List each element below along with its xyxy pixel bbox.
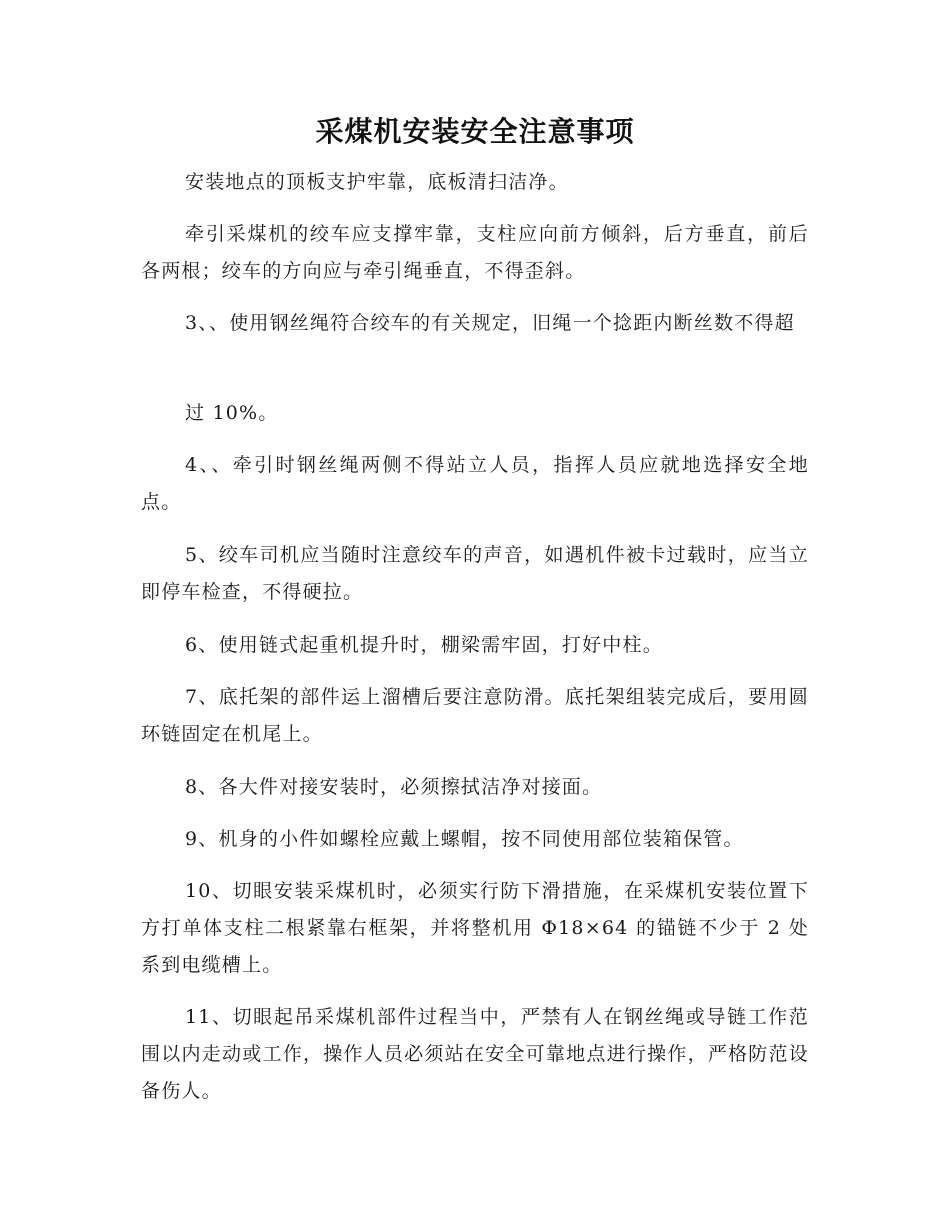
paragraph-2: 牵引采煤机的绞车应支撑牢靠，支柱应向前方倾斜，后方垂直，前后各两根；绞车的方向应与牵引绳垂直，不得歪斜。 [141,223,809,282]
paragraph-5: 4、、牵引时钢丝绳两侧不得站立人员，指挥人员应就地选择安全地点。 [141,454,809,513]
paragraph-9: 8、各大件对接安装时，必须擦拭洁净对接面。 [185,776,603,798]
paragraph-4: 过 10%。 [185,402,279,424]
paragraph-1: 安装地点的顶板支护牢靠，底板清扫洁净。 [185,171,569,193]
paragraph-8: 7、底托架的部件运上溜槽后要注意防滑。底托架组装完成后，要用圆环链固定在机尾上。 [141,686,809,745]
paragraph-12: 11、切眼起吊采煤机部件过程当中，严禁有人在钢丝绳或导链工作范围以内走动或工作，操作人员必须站在安全可靠地点进行操作，严格防范设备伤人。 [141,1006,809,1102]
paragraph-10: 9、机身的小件如螺栓应戴上螺帽，按不同使用部位装箱保管。 [185,828,744,850]
page-title: 采煤机安装安全注意事项 [315,115,635,148]
paragraph-7: 6、使用链式起重机提升时，棚梁需牢固，打好中柱。 [185,634,663,656]
paragraph-11: 10、切眼安装采煤机时，必须实行防下滑措施，在采煤机安装位置下方打单体支柱二根紧靠右框架，并将整机用 Φ18×64 的锚链不少于 2 处系到电缆槽上。 [141,880,809,976]
paragraph-3: 3、、使用钢丝绳符合绞车的有关规定，旧绳一个捻距内断丝数不得超 [185,312,795,334]
paragraph-6: 5、绞车司机应当随时注意绞车的声音，如遇机件被卡过载时，应当立即停车检查，不得硬拉。 [141,544,809,603]
